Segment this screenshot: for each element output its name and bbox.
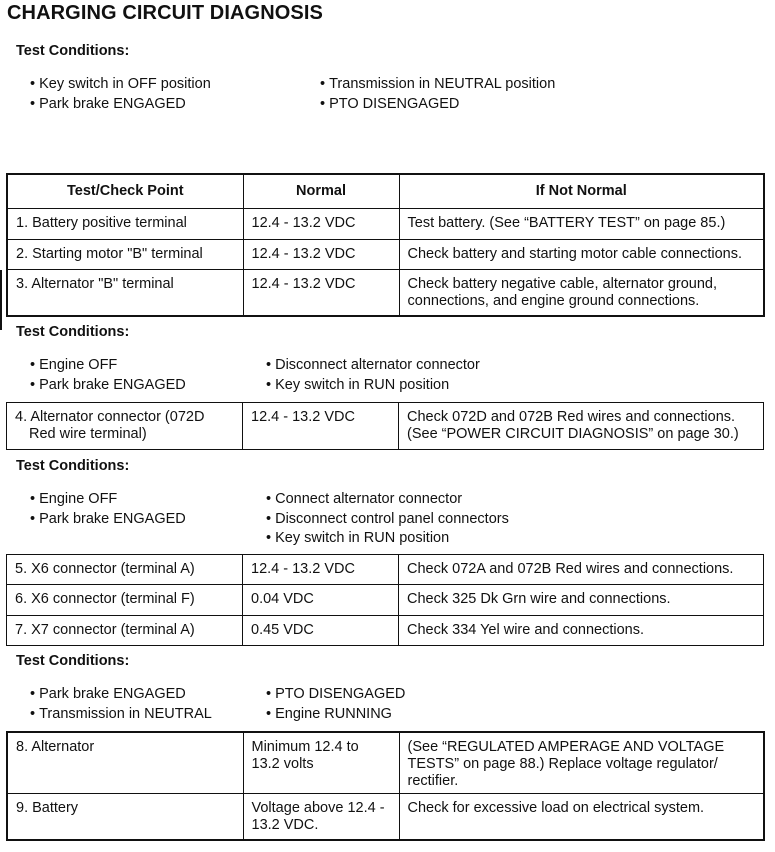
- cell-normal: 0.04 VDC: [243, 585, 399, 616]
- cell-point: 8. Alternator: [7, 732, 243, 793]
- condition-item: • Engine RUNNING: [266, 705, 405, 725]
- condition-item: • Park brake ENGAGED: [30, 510, 186, 530]
- table-row: [7, 793, 764, 840]
- condition-item: • Park brake ENGAGED: [30, 685, 212, 705]
- condition-item: • Disconnect alternator connector: [266, 356, 480, 376]
- table-row: [7, 403, 764, 450]
- test-conditions-heading: Test Conditions:: [16, 458, 130, 474]
- cell-point: 3. Alternator "B" terminal: [7, 269, 243, 316]
- test-conditions-heading: Test Conditions:: [16, 653, 130, 669]
- cell-normal: 12.4 - 13.2 VDC: [243, 208, 399, 239]
- condition-item: • Engine OFF: [30, 490, 186, 510]
- table-row: [7, 585, 764, 616]
- condition-item: • Key switch in RUN position: [266, 376, 480, 396]
- table-row: [7, 269, 764, 316]
- cell-normal: 0.45 VDC: [243, 616, 399, 646]
- cell-point: 2. Starting motor "B" terminal: [7, 239, 243, 269]
- cell-point: 6. X6 connector (terminal F): [7, 585, 243, 616]
- condition-item: • Key switch in RUN position: [266, 529, 509, 549]
- table-row: [7, 732, 764, 793]
- cell-normal: 12.4 - 13.2 VDC: [243, 239, 399, 269]
- cell-normal: Voltage above 12.4 - 13.2 VDC.: [243, 793, 399, 840]
- condition-item: • Transmission in NEUTRAL: [30, 705, 212, 725]
- page-title: CHARGING CIRCUIT DIAGNOSIS: [7, 2, 323, 24]
- cell-if-not: Test battery. (See “BATTERY TEST” on page 85.): [399, 208, 764, 239]
- cell-if-not: Check battery negative cable, alternator ground, connections, and engine ground connections.: [399, 269, 764, 316]
- cell-if-not: Check 072D and 072B Red wires and connections. (See “POWER CIRCUIT DIAGNOSIS” on page 30.): [399, 403, 764, 450]
- cell-if-not: Check 325 Dk Grn wire and connections.: [399, 585, 764, 616]
- cell-normal: 12.4 - 13.2 VDC: [243, 403, 399, 450]
- cell-if-not: Check 334 Yel wire and connections.: [399, 616, 764, 646]
- test-conditions-heading: Test Conditions:: [16, 324, 130, 340]
- cell-normal: 12.4 - 13.2 VDC: [243, 555, 399, 585]
- cell-point: 1. Battery positive terminal: [7, 208, 243, 239]
- cell-normal: 12.4 - 13.2 VDC: [243, 269, 399, 316]
- condition-item: • Engine OFF: [30, 356, 186, 376]
- cell-if-not: (See “REGULATED AMPERAGE AND VOLTAGE TESTS” on page 88.) Replace voltage regulator/ rectifier.: [399, 732, 764, 793]
- cell-point-text: 4. Alternator connector (072D Red wire terminal): [15, 409, 205, 442]
- conditions-list-right: [266, 490, 509, 549]
- condition-item: • PTO DISENGAGED: [266, 685, 405, 705]
- cell-point: 9. Battery: [7, 793, 243, 840]
- condition-item: • Park brake ENGAGED: [30, 95, 211, 115]
- test-conditions-heading: Test Conditions:: [16, 43, 130, 59]
- table-row: [7, 616, 764, 646]
- condition-item: • Key switch in OFF position: [30, 75, 211, 95]
- table-row: [7, 239, 764, 269]
- table-row: [7, 208, 764, 239]
- check-table-1: [6, 173, 765, 317]
- table-header-row: [7, 174, 764, 208]
- cell-point: [7, 403, 243, 450]
- conditions-list-right: [266, 685, 405, 724]
- conditions-list-left: [30, 75, 211, 114]
- condition-item: • PTO DISENGAGED: [320, 95, 555, 115]
- cell-normal: Minimum 12.4 to 13.2 volts: [243, 732, 399, 793]
- condition-item: • Transmission in NEUTRAL position: [320, 75, 555, 95]
- conditions-list-right: [266, 356, 480, 395]
- condition-item: • Disconnect control panel connectors: [266, 510, 509, 530]
- cell-if-not: Check 072A and 072B Red wires and connections.: [399, 555, 764, 585]
- conditions-list-left: [30, 685, 212, 724]
- header-normal: Normal: [243, 174, 399, 208]
- conditions-list-left: [30, 490, 186, 529]
- condition-item: • Park brake ENGAGED: [30, 376, 186, 396]
- check-table-2: [6, 402, 764, 450]
- header-test-point: Test/Check Point: [7, 174, 243, 208]
- cell-point: 7. X7 connector (terminal A): [7, 616, 243, 646]
- revision-bar: [0, 270, 2, 330]
- table-row: [7, 555, 764, 585]
- cell-if-not: Check for excessive load on electrical system.: [399, 793, 764, 840]
- check-table-3: [6, 554, 764, 646]
- cell-point: 5. X6 connector (terminal A): [7, 555, 243, 585]
- check-table-4: [6, 731, 765, 841]
- conditions-list-right: [320, 75, 555, 114]
- condition-item: • Connect alternator connector: [266, 490, 509, 510]
- header-if-not-normal: If Not Normal: [399, 174, 764, 208]
- conditions-list-left: [30, 356, 186, 395]
- cell-if-not: Check battery and starting motor cable connections.: [399, 239, 764, 269]
